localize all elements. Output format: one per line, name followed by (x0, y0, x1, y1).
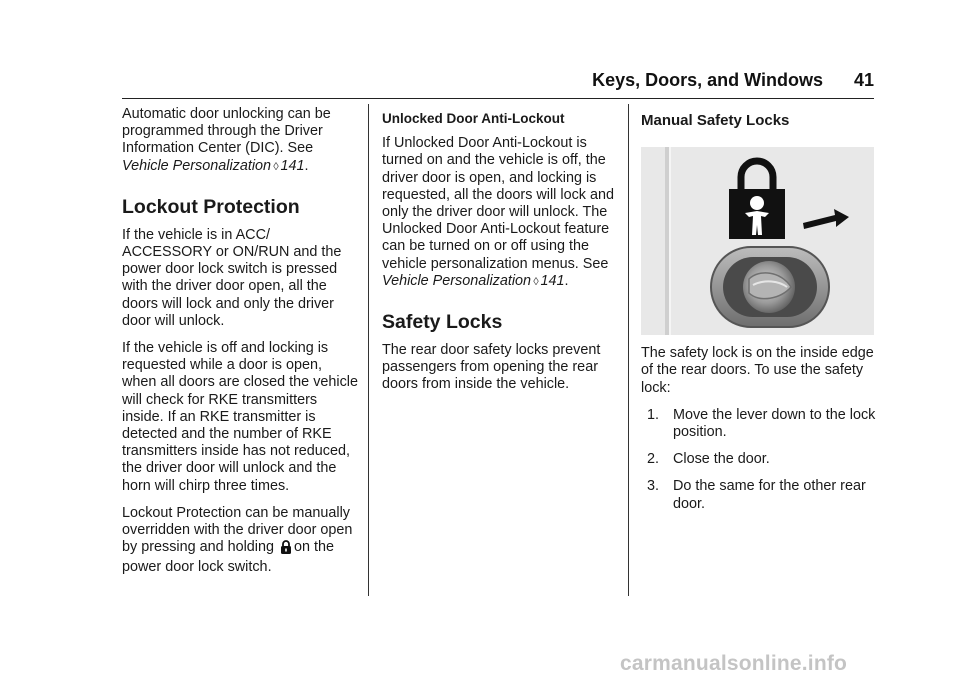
watermark: carmanualsonline.info (620, 652, 848, 675)
column-1 (122, 106, 358, 587)
heading-lockout-protection: Lockout Protection (122, 195, 300, 218)
lock-icon (280, 540, 292, 559)
subheading-anti-lockout: Unlocked Door Anti-Lockout (382, 111, 565, 126)
paragraph: If the vehicle is off and locking is requested while a door is open, when all doors are closed the vehicle will check for RKE transmitters inside. If an RKE transmitter is detected and the number of RKE transmitters inside has not reduced, the driver door will unlock and the horn will chirp three times. (122, 340, 358, 494)
paragraph: The rear door safety locks prevent passengers from opening the rear doors from inside the vehicle. (382, 342, 601, 393)
safety-lock-illustration (641, 147, 874, 335)
page-number: 41 (853, 70, 874, 90)
column-divider-2 (628, 104, 629, 596)
paragraph: Lockout Protection can be manually overridden with the driver door open by pressing and holding on the power door lock switch. (122, 504, 353, 576)
page-ref-arrow-icon: ◊ (273, 160, 279, 173)
cross-reference-link[interactable]: Vehicle Personalization ◊ 141 (122, 157, 305, 174)
heading-manual-safety-locks: Manual Safety Locks (641, 112, 790, 129)
steps-list (641, 407, 876, 513)
section-title: Keys, Doors, and Windows (592, 70, 823, 90)
page-ref-arrow-icon: ◊ (533, 275, 539, 288)
list-item: 2. Close the door. (647, 451, 770, 468)
paragraph: If the vehicle is in ACC/ ACCESSORY or ON/RUN and the power door lock switch is pressed with the driver door open, all the doors will lock and only the driver door will unlock. (122, 226, 342, 329)
column-2 (382, 106, 620, 404)
intro-paragraph: Automatic door unlocking can be programmed through the Driver Information Center (DIC). See Vehicle Personalization ◊ 141. (122, 106, 331, 174)
cross-reference-link[interactable]: Vehicle Personalization ◊ 141 (382, 272, 565, 289)
heading-safety-locks: Safety Locks (382, 311, 503, 334)
paragraph: The safety lock is on the inside edge of the rear doors. To use the safety lock: (641, 345, 874, 396)
column-divider-1 (368, 104, 369, 596)
list-item: 3. Do the same for the other rear door. (647, 478, 866, 512)
lock-lever (711, 247, 829, 327)
header-rule (122, 98, 874, 99)
paragraph: If Unlocked Door Anti-Lockout is turned on and the vehicle is off, the driver door is open, and locking is requested, all the doors will lock and only the driver door will unlock. The Unlocked Door Anti-Lockout feature can be turned on or off using the vehicle personalization menus. See Vehicle Personalization ◊ 141. (382, 135, 614, 289)
list-item: 1. Move the lever down to the lock position. (647, 406, 876, 441)
column-3 (641, 106, 876, 523)
page-header (0, 70, 874, 91)
